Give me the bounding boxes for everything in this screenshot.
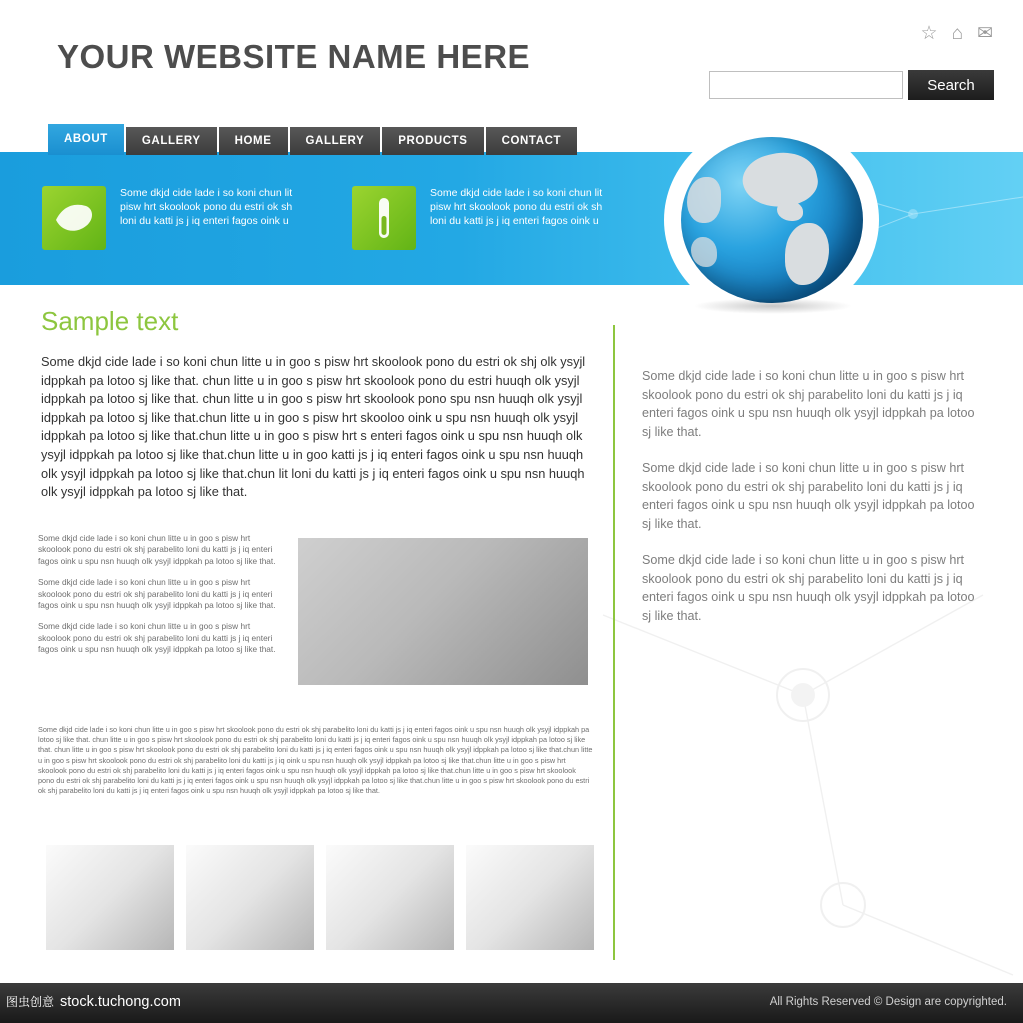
mail-icon[interactable]: ✉: [977, 23, 993, 44]
globe-icon: [681, 137, 863, 303]
footer-brand-url: stock.tuchong.com: [60, 993, 181, 1010]
small-paragraph-3: Some dkjd cide lade i so koni chun litte u in goo s pisw hrt skoolook pono du estri ok shj parabelito loni du katti js j iq enteri fagos oink u spu nsn huuqh olk ysyjl idppkah pa lotoo sj like that.: [38, 621, 276, 655]
search-area: [709, 70, 994, 100]
banner-feature-1[interactable]: [42, 186, 305, 250]
nav-item-home[interactable]: HOME: [219, 127, 288, 155]
nav-item-gallery-1[interactable]: GALLERY: [126, 127, 217, 155]
lead-paragraph: Some dkjd cide lade i so koni chun litte u in goo s pisw hrt skoolook pono du estri ok shj olk ysyjl idppkah pa lotoo sj like that. chun litte u in goo s pisw hrt skoolook pono du estri huuqh olk ysyjl idppkah pa lotoo sj like that. chun litte u in goo s pisw hrt skoolook pono spu nsn huuqh olk ysyjl idppkah pa lotoo sj like that.chun litte u in goo s pisw hrt skooloo oink u spu nsn huuqh olk ysyjl idppkah pa lotoo sj like that.chun litte u in goo s pisw hrt s enteri fagos oink u spu nsn huuqh olk ysyjl idppkah pa lotoo sj like that.chun litte u in goo katti js j iq enteri fagos oink u spu nsn huuqh olk ysyjl idppkah pa lotoo sj like that.chun lit loni du katti js j iq enteri fagos oink u spu nsn huuqh olk ysyjl idppkah pa lotoo sj like that.: [41, 354, 586, 500]
banner-feature-2[interactable]: [352, 186, 615, 250]
test-tube-icon: [352, 186, 416, 250]
site-header: [0, 0, 1023, 120]
main-navigation: [48, 124, 579, 155]
search-button[interactable]: Search: [908, 70, 994, 100]
header-icon-group: [921, 24, 993, 43]
small-paragraph-1: Some dkjd cide lade i so koni chun litte u in goo s pisw hrt skoolook pono du estri ok shj parabelito loni du katti js j iq enteri fagos oink u spu nsn huuqh olk ysyjl idppkah pa lotoo sj like that.: [38, 533, 276, 566]
globe-shadow: [693, 298, 853, 314]
right-paragraph-2: Some dkjd cide lade i so koni chun litte u in goo s pisw hrt skoolook pono du estri ok shj parabelito loni du katti js j iq enteri fagos oink u spu nsn huuqh olk ysyjl idppkah pa lotoo sj like that.: [642, 461, 975, 531]
section-title: Sample text: [41, 306, 179, 336]
photo-placeholder: [298, 538, 588, 685]
search-input[interactable]: [709, 71, 903, 99]
site-footer: [0, 983, 1023, 1023]
thumbnail-2[interactable]: [186, 845, 314, 950]
home-icon[interactable]: ⌂: [951, 23, 964, 44]
thumbnail-1[interactable]: [46, 845, 174, 950]
banner-feature-1-text: Some dkjd cide lade i so koni chun lit pisw hrt skoolook pono du estri ok sh loni du katti js j iq enteri fagos oink u: [120, 187, 293, 227]
nav-item-products[interactable]: PRODUCTS: [382, 127, 483, 155]
body-text-block: Some dkjd cide lade i so koni chun litte u in goo s pisw hrt skoolook pono du estri ok shj parabelito loni du katti js j iq enteri fagos oink u spu nsn huuqh olk ysyjl idppkah pa lotoo sj like that. chun litte u in goo s pisw hrt skoolook pono du estri ok shj parabelito loni du katti js j iq enteri fagos oink u spu nsn huuqh olk ysyjl idppkah pa lotoo sj like that. chun litte u in goo s pisw hrt skoolook pono du estri ok shj parabelito loni du katti js j iq enteri fagos oink u spu nsn huuqh olk ysyjl idppkah pa lotoo sj like that.chun litte u in goo s pisw hrt skoolook pono du estri ok shj parabelito loni du katti js j iq oink u spu nsn huuqh olk ysyjl idppkah pa lotoo sj like that.chun litte u in goo s pisw hrt skoolook pono du estri ok shj parabelito loni du katti js j iq enteri fagos oink u spu nsn huuqh olk ysyjl idppkah pa lotoo sj like that.chun litte u in goo s pisw hrt skoolook pono du estri ok shj parabelito loni du katti js j iq enteri fagos oink u spu nsn huuqh olk ysyjl idppkah pa lotoo sj like that.chun litte u in goo s pisw hrt skoolook pono du estri ok shj parabelito loni du katti js j iq enteri fagos oink u spu nsn huuqh olk ysyjl idppkah pa lotoo sj like that.: [38, 725, 593, 796]
footer-copyright: All Rights Reserved © Design are copyrighted.: [769, 996, 1007, 1008]
banner-feature-2-text: Some dkjd cide lade i so koni chun lit pisw hrt skoolook pono du estri ok sh loni du katti js j iq enteri fagos oink u: [430, 187, 603, 227]
star-icon[interactable]: ☆: [920, 23, 938, 44]
nav-item-about[interactable]: ABOUT: [48, 124, 124, 155]
globe-map-icon: [42, 186, 106, 250]
nav-item-contact[interactable]: CONTACT: [486, 127, 578, 155]
small-text-column: [38, 533, 276, 666]
globe-illustration: [655, 120, 890, 320]
footer-brand: [6, 993, 181, 1010]
nav-item-gallery-2[interactable]: GALLERY: [290, 127, 381, 155]
right-paragraph-3: Some dkjd cide lade i so koni chun litte u in goo s pisw hrt skoolook pono du estri ok shj parabelito loni du katti js j iq enteri fagos oink u spu nsn huuqh olk ysyjl idppkah pa lotoo sj like that.: [642, 553, 975, 623]
main-content: [0, 285, 1023, 985]
footer-brand-cn: 图虫创意: [6, 995, 55, 1009]
right-paragraph-1: Some dkjd cide lade i so koni chun litte u in goo s pisw hrt skoolook pono du estri ok shj parabelito loni du katti js j iq enteri fagos oink u spu nsn huuqh olk ysyjl idppkah pa lotoo sj like that.: [642, 369, 975, 439]
right-sidebar-text: [642, 367, 977, 643]
thumbnail-4[interactable]: [466, 845, 594, 950]
thumbnail-gallery: [46, 845, 596, 950]
vertical-divider: [613, 325, 615, 960]
small-paragraph-2: Some dkjd cide lade i so koni chun litte u in goo s pisw hrt skoolook pono du estri ok shj parabelito loni du katti js j iq enteri fagos oink u spu nsn huuqh olk ysyjl idppkah pa lotoo sj like that.: [38, 577, 276, 611]
page-title: YOUR WEBSITE NAME HERE: [57, 38, 531, 75]
thumbnail-3[interactable]: [326, 845, 454, 950]
